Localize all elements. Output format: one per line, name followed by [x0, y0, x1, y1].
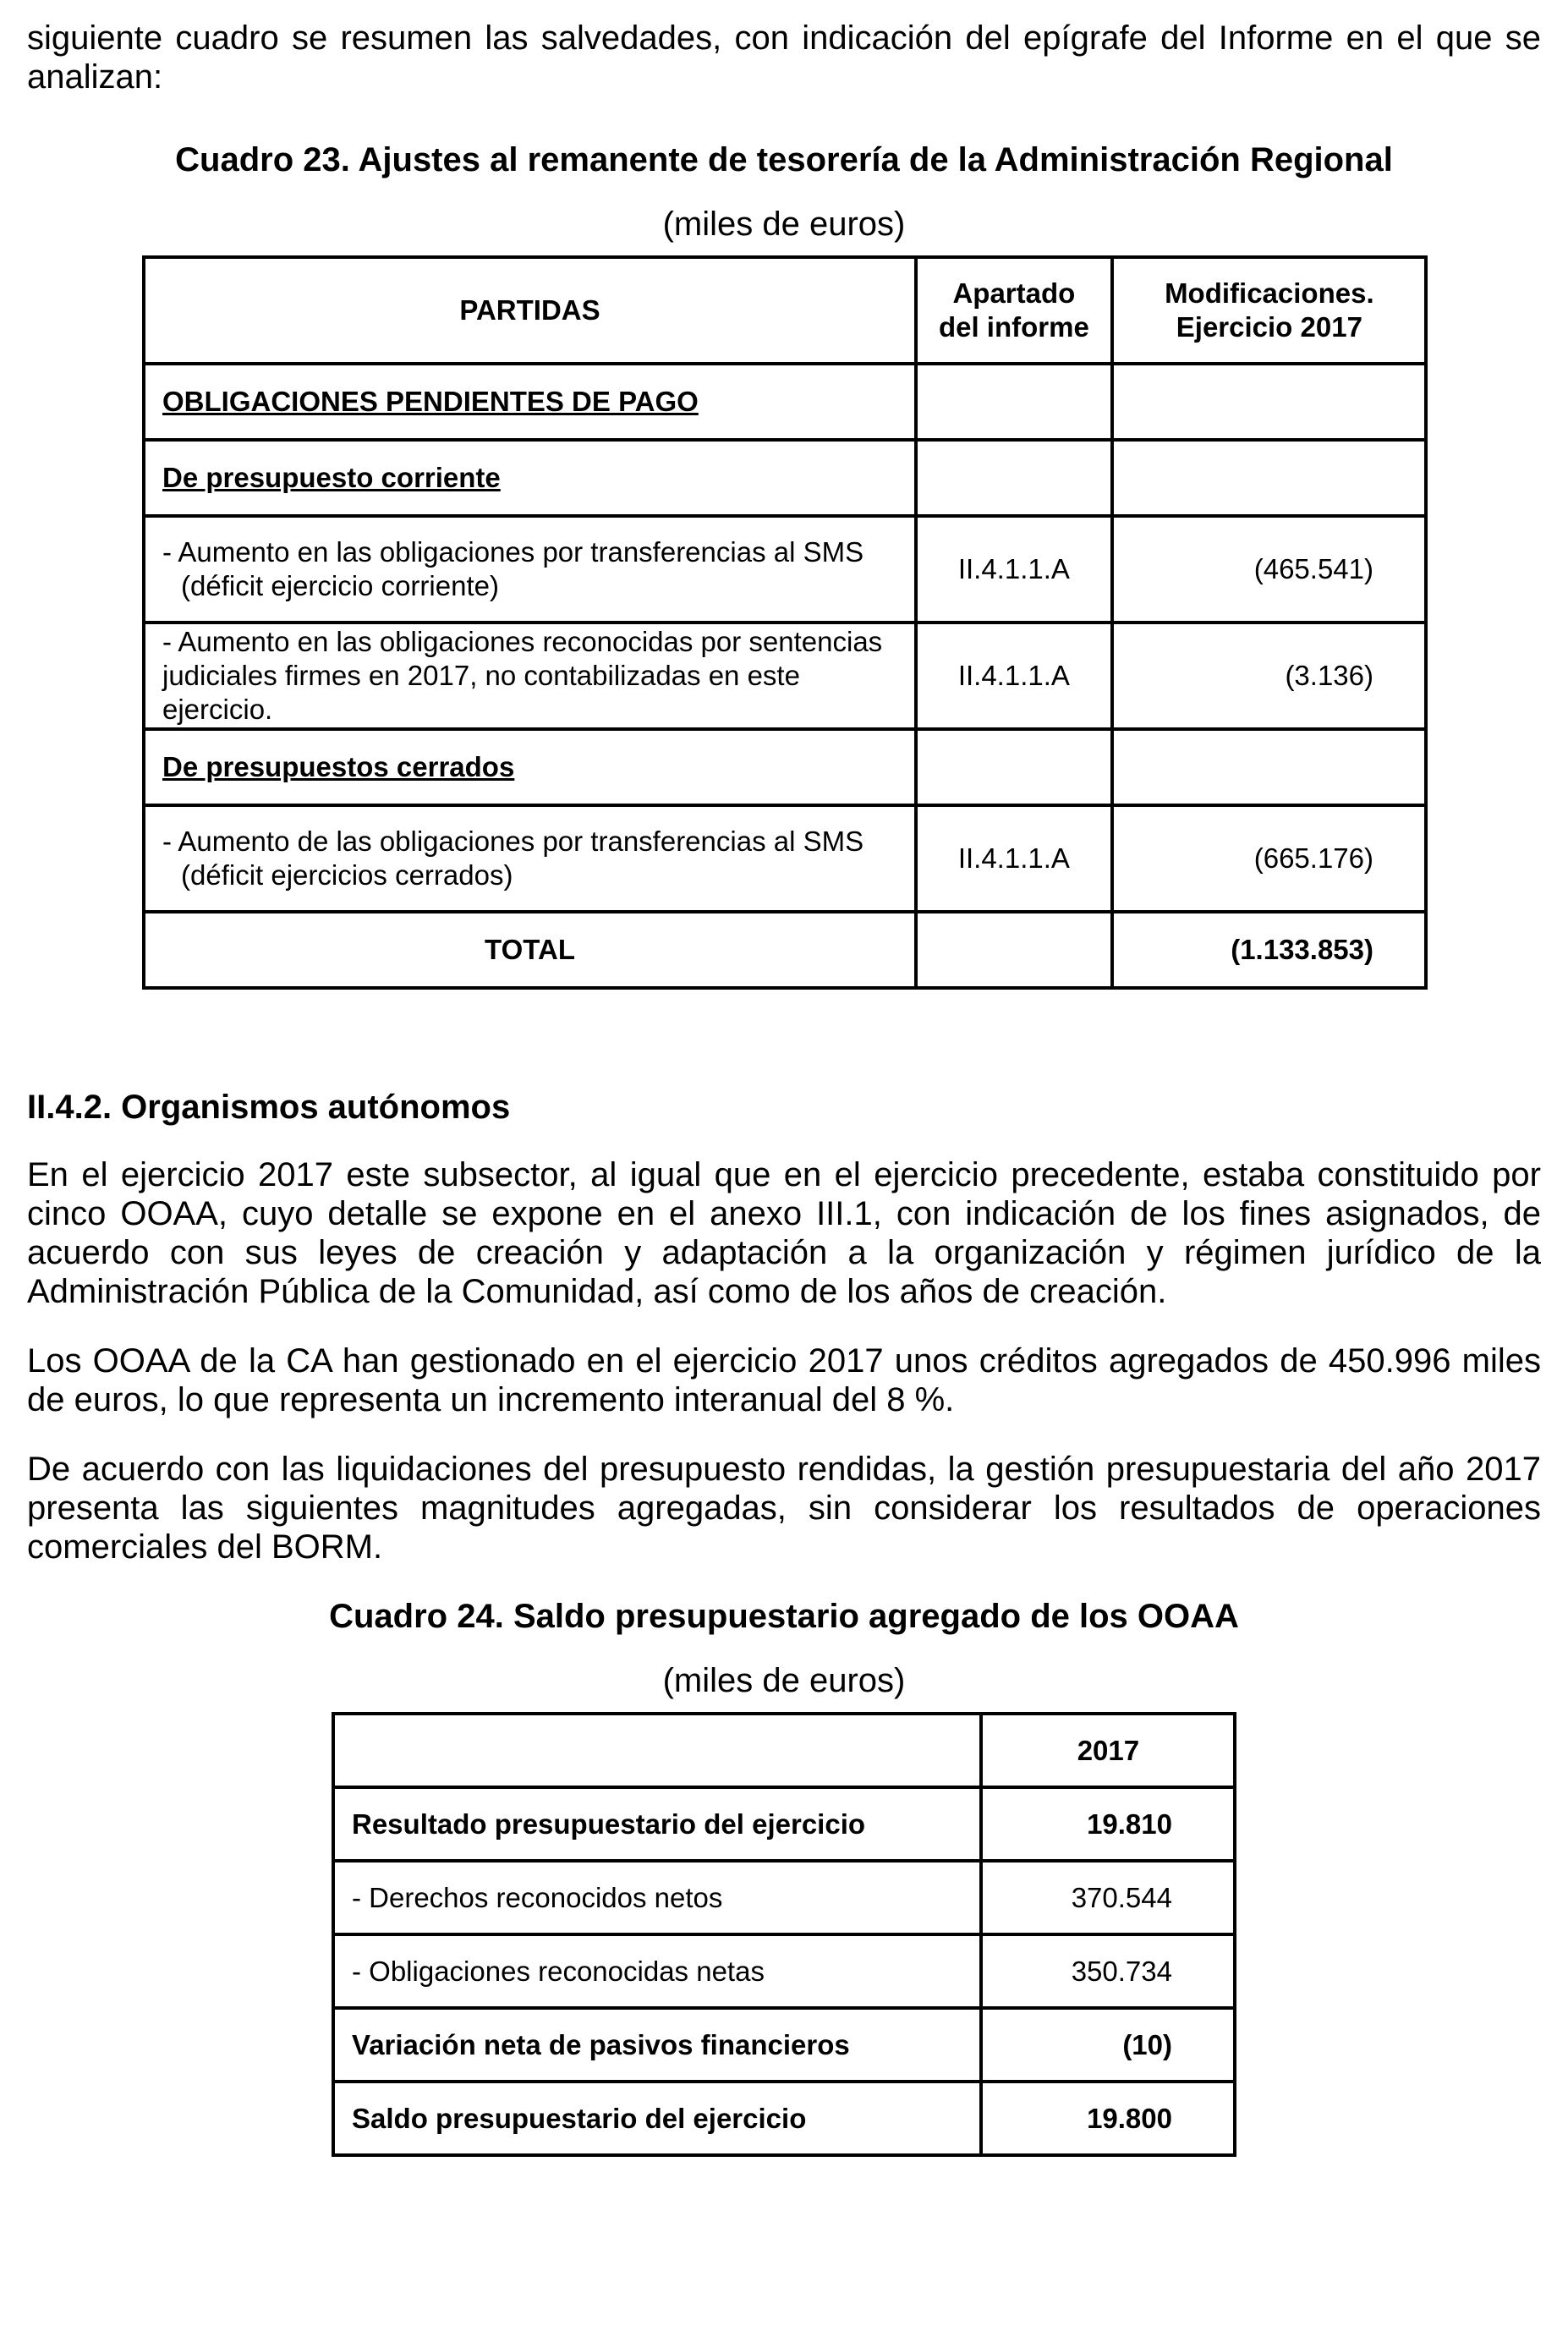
table23-caption: Cuadro 23. Ajustes al remanente de tesorería de la Administración Regional [175, 141, 1393, 178]
row3-line2: (déficit ejercicios cerrados) [181, 859, 513, 891]
table-row [333, 2082, 1235, 2155]
table23-total-row [144, 912, 1426, 988]
table-row [333, 1934, 1235, 2008]
row2-value: (3.136) [1112, 623, 1426, 729]
table-row [144, 805, 1426, 912]
row3-apartado: II.4.1.1.A [916, 805, 1112, 912]
paragraph-3: De acuerdo con las liquidaciones del presupuesto rendidas, la gestión presupuestaria del año 2017 presenta las siguientes magnitudes agregadas, sin considerar los resultados de operaciones comerciales del BORM. [27, 1451, 1541, 1566]
table-row [333, 1787, 1235, 1861]
row1-line1: - Aumento en las obligaciones por transferencias al SMS [162, 536, 864, 568]
row2-apartado: II.4.1.1.A [916, 623, 1112, 729]
row2-line2: judiciales firmes en 2017, no contabilizadas en este ejercicio. [162, 660, 800, 725]
section-heading: II.4.2. Organismos autónomos [27, 1089, 511, 1126]
table-row [144, 623, 1426, 729]
header-apartado [916, 257, 1112, 364]
section-obligaciones: OBLIGACIONES PENDIENTES DE PAGO [144, 364, 916, 440]
table24 [332, 1712, 1236, 2157]
row-description [144, 516, 916, 623]
table24-caption: Cuadro 24. Saldo presupuestario agregado de los OOAA [329, 1598, 1239, 1635]
row-description [144, 805, 916, 912]
table-row [144, 440, 1426, 516]
row-value: (10) [981, 2008, 1235, 2082]
intro-paragraph: siguiente cuadro se resumen las salvedades, con indicación del epígrafe del Informe en el que se analizan: [27, 19, 1541, 96]
header-modificaciones [1112, 257, 1426, 364]
row-label: Resultado presupuestario del ejercicio [333, 1787, 981, 1861]
table24-header-row [333, 1714, 1235, 1787]
row-value: 370.544 [981, 1861, 1235, 1934]
row1-apartado: II.4.1.1.A [916, 516, 1112, 623]
row-label: Variación neta de pasivos financieros [333, 2008, 981, 2082]
header-partidas: PARTIDAS [144, 257, 916, 364]
row1-value: (465.541) [1112, 516, 1426, 623]
header-apartado-line2: del informe [938, 311, 1089, 343]
table-row [144, 516, 1426, 623]
header-modif-line1: Modificaciones. [1165, 277, 1374, 309]
row3-value: (665.176) [1112, 805, 1426, 912]
header-apartado-line1: Apartado [952, 277, 1076, 309]
header-year: 2017 [981, 1714, 1235, 1787]
paragraph-1: En el ejercicio 2017 este subsector, al igual que en el ejercicio precedente, estaba constituido por cinco OOAA, cuyo detalle se expone en el anexo III.1, con indicación de los fines asignados, de acuerdo con sus leyes de creación y adaptación a la organización y régimen jurídico de la Administración Pública de la Comunidad, así como de los años de creación. [27, 1156, 1541, 1310]
paragraph-2: Los OOAA de la CA han gestionado en el ejercicio 2017 unos créditos agregados de 450.996 miles de euros, lo que representa un incremento interanual del 8 %. [27, 1342, 1541, 1418]
row-label: - Derechos reconocidos netos [333, 1861, 981, 1934]
table23-units: (miles de euros) [662, 206, 906, 243]
section-corriente: De presupuesto corriente [144, 440, 916, 516]
table23-header-row [144, 257, 1426, 364]
total-value: (1.133.853) [1112, 912, 1426, 988]
table-row [144, 364, 1426, 440]
header-modif-line2: Ejercicio 2017 [1176, 311, 1362, 343]
row-label: - Obligaciones reconocidas netas [333, 1934, 981, 2008]
table23 [142, 255, 1428, 990]
row-description [144, 623, 916, 729]
table-row [333, 1861, 1235, 1934]
row-label: Saldo presupuestario del ejercicio [333, 2082, 981, 2155]
table-row [144, 729, 1426, 805]
section-cerrados: De presupuestos cerrados [144, 729, 916, 805]
table-row [333, 2008, 1235, 2082]
total-label: TOTAL [144, 912, 916, 988]
row1-line2: (déficit ejercicio corriente) [181, 570, 499, 601]
row-value: 350.734 [981, 1934, 1235, 2008]
document-page [27, 19, 1541, 2157]
table24-units: (miles de euros) [662, 1662, 906, 1699]
row-value: 19.810 [981, 1787, 1235, 1861]
row3-line1: - Aumento de las obligaciones por transferencias al SMS [162, 826, 864, 857]
row-value: 19.800 [981, 2082, 1235, 2155]
row2-line1: - Aumento en las obligaciones reconocidas por sentencias [162, 626, 883, 657]
